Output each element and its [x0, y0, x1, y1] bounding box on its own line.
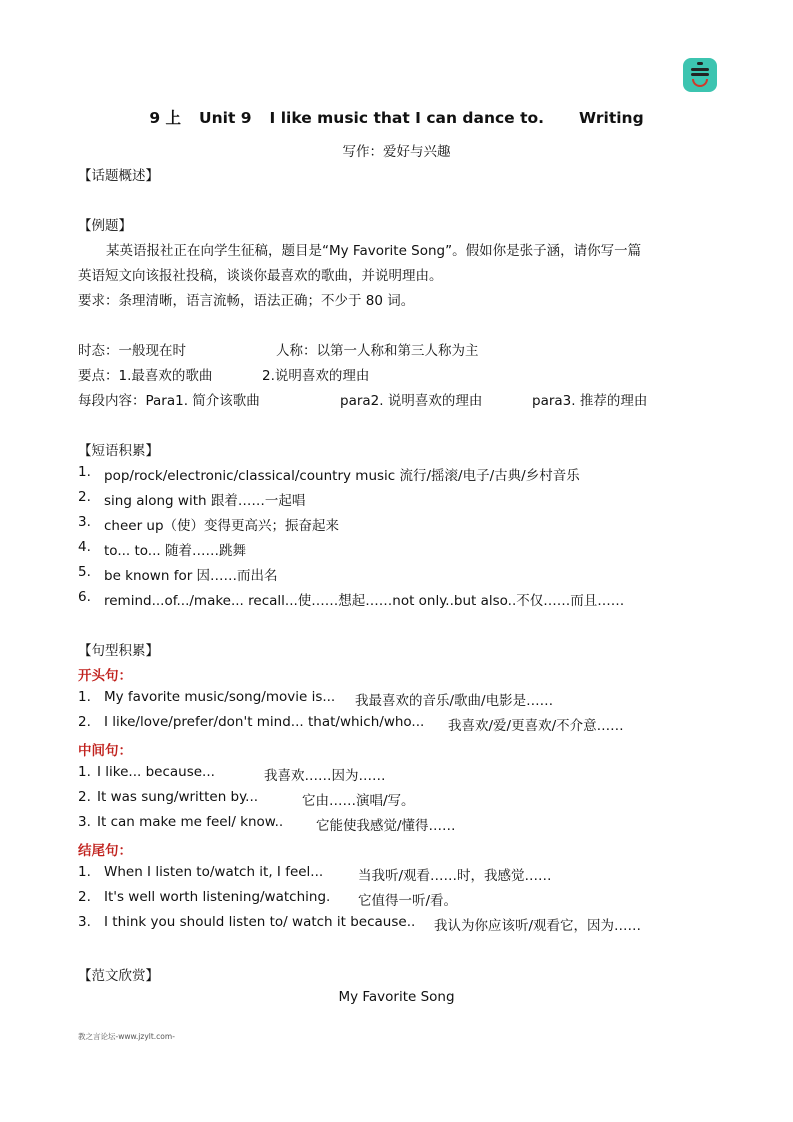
analysis-para-2: para2. 说明喜欢的理由 — [340, 393, 483, 409]
phrase-text: sing along with 跟着……一起唱 — [104, 493, 306, 509]
analysis-para-3: para3. 推荐的理由 — [532, 393, 648, 409]
section-model: 【范文欣赏】 — [78, 968, 159, 984]
middle-label: 中间句： — [78, 743, 132, 759]
sentence-zh: 我喜欢/爱/更喜欢/不介意…… — [448, 718, 624, 734]
analysis-person: 人称：以第一人称和第三人称为主 — [276, 343, 479, 359]
jiaozhiyuan-logo-icon — [683, 58, 717, 92]
phrase-num: 6. — [78, 589, 91, 605]
analysis-points: 要点：1.最喜欢的歌曲 — [78, 368, 213, 384]
sentence-en: I like/love/prefer/don't mind... that/which/who... — [104, 714, 425, 730]
sentence-en: It's well worth listening/watching. — [104, 889, 331, 905]
sentence-en: It can make me feel/ know.. — [97, 814, 284, 830]
phrase-text: cheer up（使）变得更高兴；振奋起来 — [104, 518, 340, 534]
opening-label: 开头句： — [78, 668, 132, 684]
sentence-num: 1. — [78, 689, 91, 705]
phrase-num: 4. — [78, 539, 91, 555]
sentence-zh: 它值得一听/看。 — [358, 893, 458, 909]
phrase-num: 2. — [78, 489, 91, 505]
footer-source: 教之言论坛-www.jzylt.com- — [78, 1032, 175, 1041]
example-requirements: 要求：条理清晰，语言流畅，语法正确；不少于 80 词。 — [78, 293, 415, 309]
phrase-text: remind...of.../make... recall...使……想起……not only..but also..不仅……而且…… — [104, 593, 625, 609]
section-topic-overview: 【话题概述】 — [78, 168, 159, 184]
sentence-num: 2. — [78, 789, 91, 805]
example-line-1: 某英语报社正在向学生征稿，题目是“My Favorite Song”。假如你是张子涵，请你写一篇 — [106, 243, 642, 259]
sentence-num: 2. — [78, 889, 91, 905]
section-example: 【例题】 — [78, 218, 132, 234]
section-sentences: 【句型积累】 — [78, 643, 159, 659]
analysis-tense: 时态：一般现在时 — [78, 343, 186, 359]
section-phrases: 【短语积累】 — [78, 443, 159, 459]
sentence-num: 3. — [78, 814, 91, 830]
sentence-en: When I listen to/watch it, I feel... — [104, 864, 324, 880]
ending-label: 结尾句： — [78, 843, 132, 859]
sentence-num: 2. — [78, 714, 91, 730]
analysis-points-2: 2.说明喜欢的理由 — [262, 368, 370, 384]
sentence-num: 3. — [78, 914, 91, 930]
sentence-num: 1. — [78, 864, 91, 880]
phrase-text: to... to... 随着……跳舞 — [104, 543, 246, 559]
sentence-num: 1. — [78, 764, 91, 780]
sentence-en: My favorite music/song/movie is... — [104, 689, 336, 705]
sentence-en: I think you should listen to/ watch it because.. — [104, 914, 416, 930]
phrase-text: be known for 因……而出名 — [104, 568, 278, 584]
sentence-en: It was sung/written by... — [97, 789, 259, 805]
phrase-num: 3. — [78, 514, 91, 530]
model-essay-title: My Favorite Song — [338, 989, 455, 1005]
example-line-2: 英语短文向该报社投稿，谈谈你最喜欢的歌曲，并说明理由。 — [78, 268, 443, 284]
phrase-text: pop/rock/electronic/classical/country music 流行/摇滚/电子/古典/乡村音乐 — [104, 468, 580, 484]
phrase-num: 5. — [78, 564, 91, 580]
sentence-zh: 我认为你应该听/观看它，因为…… — [434, 918, 642, 934]
sentence-zh: 我最喜欢的音乐/歌曲/电影是…… — [355, 693, 554, 709]
sentence-zh: 我喜欢……因为…… — [264, 768, 386, 784]
sentence-en: I like... because... — [97, 764, 215, 780]
sentence-zh: 它能使我感觉/懂得…… — [316, 818, 456, 834]
analysis-para-1: 每段内容：Para1. 简介该歌曲 — [78, 393, 260, 409]
page-title: 9 上 Unit 9 I like music that I can dance to. Writing — [149, 109, 644, 127]
sentence-zh: 它由……演唱/写。 — [302, 793, 415, 809]
phrase-num: 1. — [78, 464, 91, 480]
sentence-zh: 当我听/观看……时，我感觉…… — [358, 868, 552, 884]
page-subtitle: 写作：爱好与兴趣 — [342, 144, 451, 160]
